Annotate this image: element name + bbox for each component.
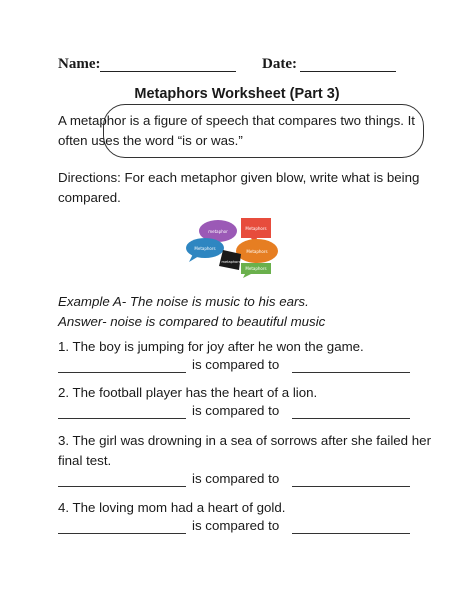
answer-row-2	[58, 403, 468, 423]
answer-2-blank-a[interactable]	[58, 418, 186, 419]
date-label: Date:	[262, 56, 297, 72]
example-line: Example A- The noise is music to his ears.	[58, 294, 309, 309]
example	[58, 292, 458, 332]
answer-3-blank-a[interactable]	[58, 486, 186, 487]
compared-to-label: is compared to	[192, 518, 280, 533]
question-3-line-2: final test.	[58, 453, 112, 468]
bubble-orange-label: Metaphors	[246, 249, 268, 254]
compared-to-label: is compared to	[192, 403, 280, 418]
example-answer: Answer- noise is compared to beautiful music	[58, 314, 326, 329]
answer-row-3	[58, 471, 468, 491]
bubble-black-label: metaphors	[221, 260, 241, 264]
bubble-green-label: Metaphors	[245, 266, 267, 271]
answer-1-blank-a[interactable]	[58, 372, 186, 373]
question-4: 4. The loving mom had a heart of gold.	[58, 500, 286, 515]
name-field[interactable]	[100, 71, 236, 72]
answer-4-blank-a[interactable]	[58, 533, 186, 534]
definition-text: A metaphor is a figure of speech that compares two things. It often uses the word “is or was.”	[58, 113, 415, 148]
bubble-red-label: Metaphors	[245, 226, 267, 231]
bubble-purple-label: metaphor	[208, 229, 228, 234]
question-3-line-1: 3. The girl was drowning in a sea of sorrows after she failed her	[58, 433, 431, 448]
bubble-blue-label: Metaphors	[194, 246, 216, 251]
answer-row-4	[58, 518, 468, 538]
answer-1-blank-b[interactable]	[292, 372, 410, 373]
compared-to-label: is compared to	[192, 357, 280, 372]
question-3	[58, 431, 448, 471]
answer-3-blank-b[interactable]	[292, 486, 410, 487]
directions-text: Directions: For each metaphor given blow, write what is being compared.	[58, 170, 420, 205]
question-2: 2. The football player has the heart of a lion.	[58, 385, 318, 400]
bubble-green	[241, 263, 271, 278]
answer-2-blank-b[interactable]	[292, 418, 410, 419]
compared-to-label: is compared to	[192, 471, 280, 486]
name-label: Name:	[58, 56, 101, 72]
answer-row-1	[58, 357, 468, 377]
speech-bubbles-clipart	[185, 216, 285, 278]
bubble-blue	[186, 238, 224, 262]
question-1: 1. The boy is jumping for joy after he won the game.	[58, 339, 364, 354]
bubble-orange	[236, 239, 278, 263]
worksheet-title: Metaphors Worksheet (Part 3)	[134, 86, 340, 102]
date-field[interactable]	[300, 71, 396, 72]
answer-4-blank-b[interactable]	[292, 533, 410, 534]
